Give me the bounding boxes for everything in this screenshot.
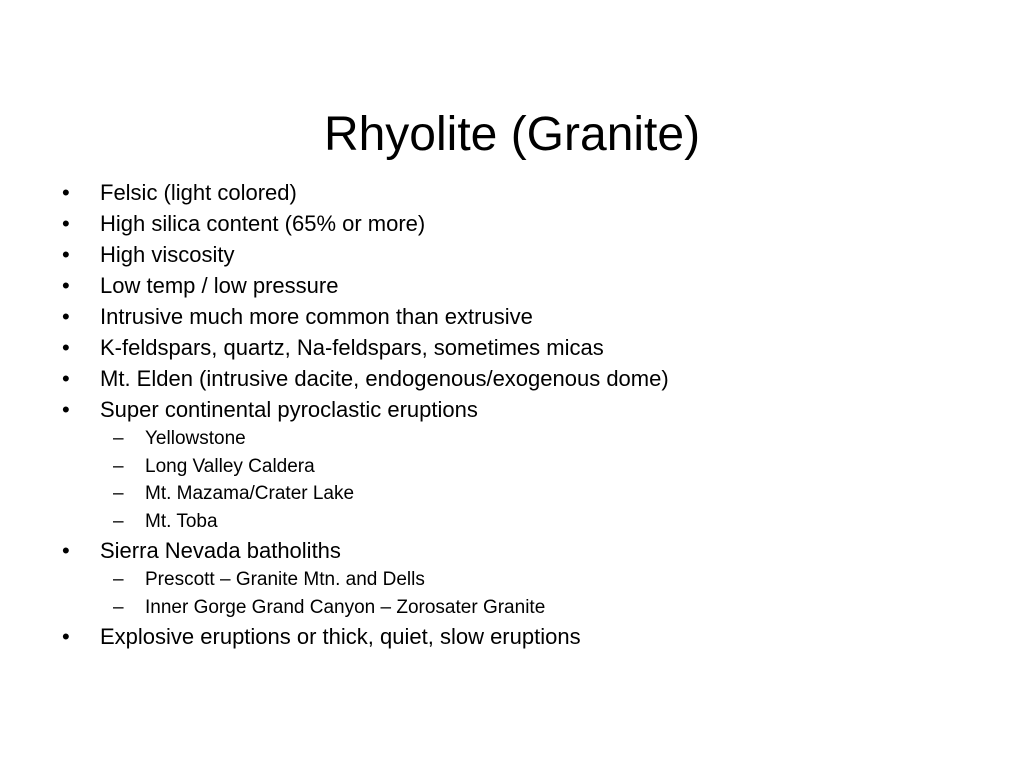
sub-bullet-item — [56, 425, 996, 453]
bullet-text: K-feldspars, quartz, Na-feldspars, sometimes micas — [100, 335, 604, 360]
bullet-item — [56, 621, 996, 652]
bullet-icon: • — [62, 273, 70, 298]
sub-bullet-text: Mt. Mazama/Crater Lake — [145, 483, 355, 504]
bullet-icon: • — [62, 335, 70, 360]
bullet-text: Super continental pyroclastic eruptions — [100, 397, 478, 422]
bullet-icon: • — [62, 397, 70, 422]
dash-icon: – — [113, 569, 124, 590]
sub-bullet-text: Long Valley Caldera — [145, 455, 315, 477]
bullet-text: Sierra Nevada batholiths — [100, 538, 341, 563]
sub-bullet-text: Yellowstone — [145, 428, 246, 449]
bullet-text: Low temp / low pressure — [100, 273, 339, 298]
bullet-icon: • — [62, 624, 70, 649]
sub-bullet-text: Inner Gorge Grand Canyon – Zorosater Granite — [145, 596, 546, 618]
bullet-item — [56, 177, 996, 208]
bullet-icon: • — [62, 211, 70, 236]
sub-bullet-item — [56, 480, 996, 508]
sub-bullet-text: Prescott – Granite Mtn. and Dells — [145, 569, 425, 590]
dash-icon: – — [113, 596, 124, 618]
sub-bullet-item — [56, 453, 996, 481]
dash-icon: – — [113, 455, 124, 477]
bullet-item — [56, 332, 996, 363]
bullet-item — [56, 394, 996, 425]
sub-bullet-item — [56, 594, 996, 622]
sub-bullet-item — [56, 508, 996, 536]
bullet-icon: • — [62, 366, 70, 391]
bullet-text: Felsic (light colored) — [100, 180, 297, 205]
bullet-list — [56, 177, 996, 652]
slide-title: Rhyolite (Granite) — [323, 108, 701, 161]
bullet-item — [56, 535, 996, 566]
bullet-icon: • — [62, 180, 70, 205]
bullet-text: Mt. Elden (intrusive dacite, endogenous/exogenous dome) — [100, 366, 669, 391]
bullet-item — [56, 301, 996, 332]
bullet-icon: • — [62, 304, 70, 329]
bullet-item — [56, 270, 996, 301]
bullet-text: Explosive eruptions or thick, quiet, slow eruptions — [100, 624, 581, 649]
bullet-text: High viscosity — [100, 242, 235, 267]
bullet-item — [56, 208, 996, 239]
bullet-item — [56, 239, 996, 270]
bullet-item — [56, 363, 996, 394]
sub-bullet-item — [56, 566, 996, 594]
bullet-text: Intrusive much more common than extrusive — [100, 304, 533, 329]
bullet-icon: • — [62, 538, 70, 563]
bullet-text: High silica content (65% or more) — [100, 211, 426, 236]
dash-icon: – — [113, 428, 124, 449]
dash-icon: – — [113, 483, 124, 504]
dash-icon: – — [113, 510, 124, 532]
sub-bullet-text: Mt. Toba — [145, 510, 218, 532]
bullet-icon: • — [62, 242, 70, 267]
